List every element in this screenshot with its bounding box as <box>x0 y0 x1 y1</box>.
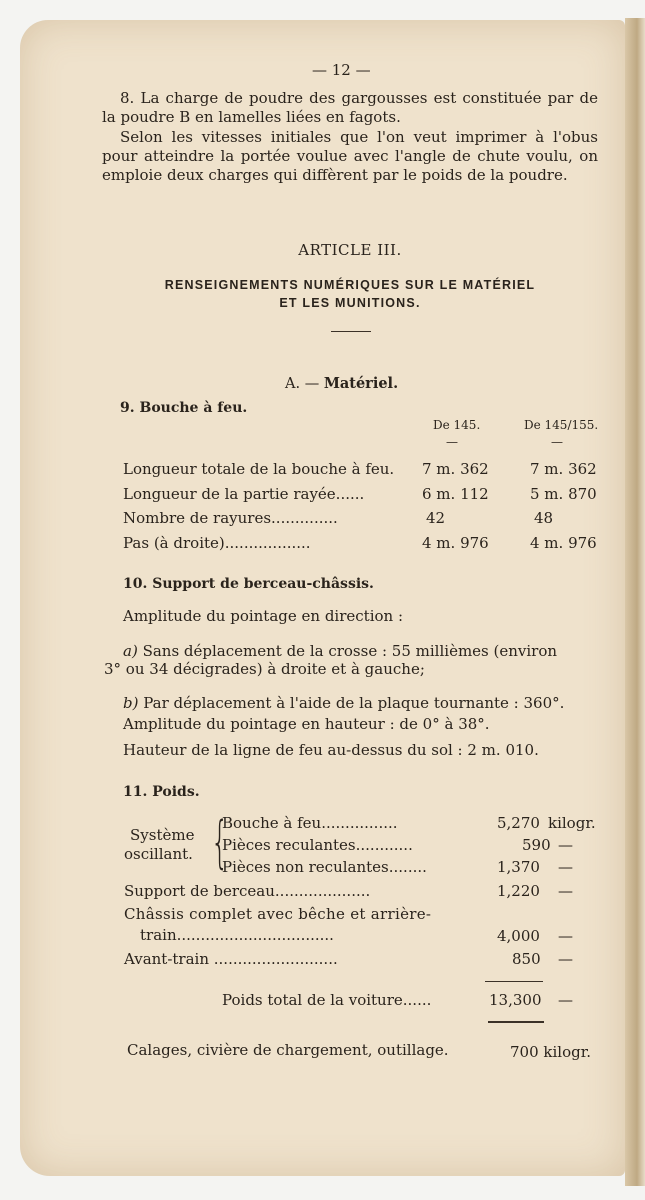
table-row-label: Longueur totale de la bouche à feu. <box>123 460 395 478</box>
section-divider <box>331 331 371 332</box>
weight-row-unit: kilogr. <box>548 814 596 832</box>
article-title: ARTICLE III. <box>298 241 402 259</box>
table-row-value: 5 m. 870 <box>530 485 597 503</box>
item-a-line2: 3° ou 34 décigrades) à droite et à gauche; <box>104 660 425 678</box>
group-brace: { <box>210 810 229 875</box>
weight-row-label: Avant-train .......................... <box>124 950 338 968</box>
section-9-heading: 9. Bouche à feu. <box>120 400 248 416</box>
total-label: Poids total de la voiture...... <box>222 991 432 1009</box>
total-unit: — <box>558 991 573 1009</box>
table-row-value: 4 m. 976 <box>530 534 597 552</box>
weight-row-value: 850 <box>512 950 541 968</box>
weight-row-value: 5,270 <box>497 814 540 832</box>
materiel-label: Matériel. <box>323 375 399 392</box>
table-row-label: Nombre de rayures.............. <box>123 509 338 527</box>
item-b-text: Par déplacement à l'aide de la plaque tournante : 360°. <box>143 694 565 712</box>
weight-row-value: 4,000 <box>497 927 540 945</box>
table-row-value: 7 m. 362 <box>530 460 597 478</box>
item-b-marker: b) <box>123 694 139 712</box>
table-row-value: 4 m. 976 <box>422 534 489 552</box>
materiel-prefix: A. — <box>285 376 320 392</box>
item-a-text: Sans déplacement de la crosse : 55 millièmes (environ <box>142 642 558 660</box>
weight-row-value: 1,370 <box>497 858 540 876</box>
item-a-marker: a) <box>123 642 138 660</box>
weight-row-label: Pièces non reculantes........ <box>222 858 427 876</box>
table-row-value: 7 m. 362 <box>422 460 489 478</box>
height-amplitude: Amplitude du pointage en hauteur : de 0° à 38°. <box>123 715 490 733</box>
table-row-value: 42 <box>426 509 446 527</box>
weight-row-label: Support de berceau.................... <box>124 882 371 900</box>
total-rule-bottom <box>488 1021 544 1023</box>
weight-row-label: Pièces reculantes............ <box>222 836 413 854</box>
section-11-heading: 11. Poids. <box>123 784 200 800</box>
col-dash-2: — <box>551 435 563 449</box>
group-label-systeme: Système <box>130 826 195 844</box>
materiel-heading <box>285 375 398 392</box>
total-rule-top <box>485 981 543 982</box>
col-dash-1: — <box>446 435 458 449</box>
weight-row-value: 590 <box>522 836 551 854</box>
col-header-145-155: De 145/155. <box>524 418 599 432</box>
article-subtitle-line1: RENSEIGNEMENTS NUMÉRIQUES SUR LE MATÉRIEL <box>164 278 536 292</box>
table-row-label: Longueur de la partie rayée...... <box>123 485 365 503</box>
group-label-oscillant: oscillant. <box>124 845 193 863</box>
item-a-line1 <box>123 642 557 660</box>
paragraph-8: 8. La charge de poudre des gargousses est constituée par de la poudre B en lamelles liées en fagots. <box>102 89 598 127</box>
section-10-heading: 10. Support de berceau-châssis. <box>123 576 374 592</box>
weight-row-unit: — <box>558 927 573 945</box>
weight-row-value: 1,220 <box>497 882 540 900</box>
total-value: 13,300 <box>489 991 542 1009</box>
table-row-label: Pas (à droite).................. <box>123 534 311 552</box>
weight-row-unit: — <box>558 950 573 968</box>
direction-amplitude: Amplitude du pointage en direction : <box>123 607 404 625</box>
table-row-value: 6 m. 112 <box>422 485 489 503</box>
item-b-line <box>123 694 564 712</box>
page-number: — 12 — <box>312 61 371 79</box>
paragraph-8-continued: Selon les vitesses initiales que l'on veut imprimer à l'obus pour atteindre la portée voulue avec l'angle de chute voulu, on emploie deux charges qui diffèrent par le poids de la poudre. <box>102 128 598 185</box>
weight-row-unit: — <box>558 836 573 854</box>
extra-equipment-value: 700 kilogr. <box>510 1043 592 1061</box>
col-header-145: De 145. <box>433 418 481 432</box>
table-row-value: 48 <box>534 509 554 527</box>
fire-line-height: Hauteur de la ligne de feu au-dessus du sol : 2 m. 010. <box>123 741 539 759</box>
weight-row-label: Bouche à feu................ <box>222 814 398 832</box>
weight-row-unit: — <box>558 858 573 876</box>
article-subtitle-line2: ET LES MUNITIONS. <box>279 296 421 310</box>
weight-row-unit: — <box>558 882 573 900</box>
weight-row-label: train................................. <box>140 926 334 944</box>
extra-equipment-label: Calages, civière de chargement, outillage. <box>127 1041 449 1059</box>
weight-row-label: Châssis complet avec bêche et arrière- <box>124 905 432 923</box>
